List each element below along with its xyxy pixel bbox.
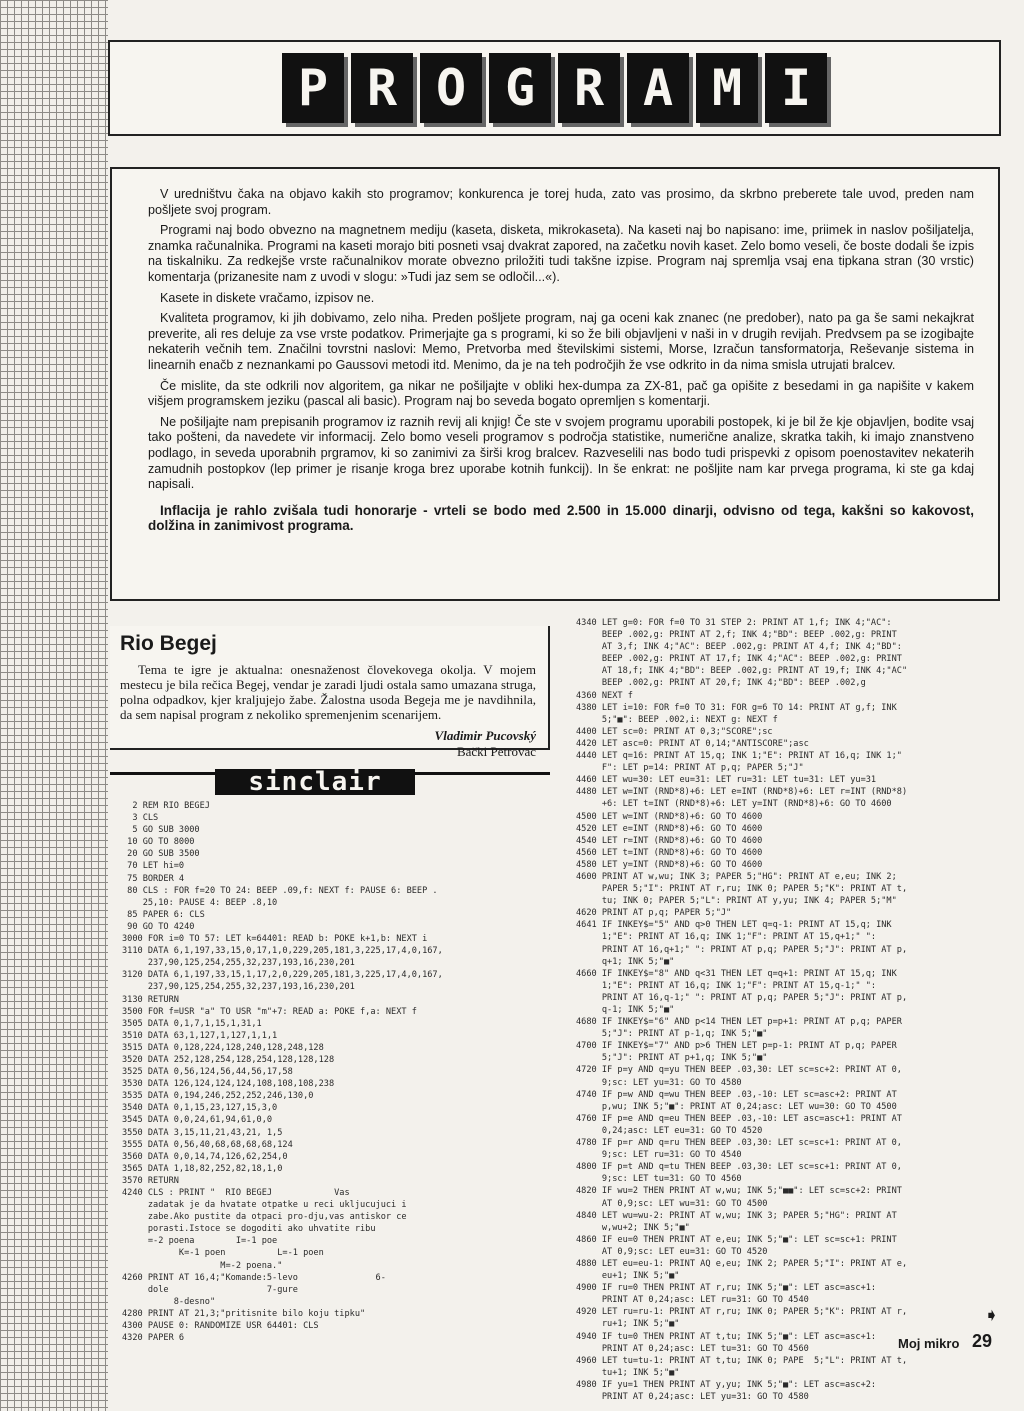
code-line: 3530 DATA 126,124,124,124,108,108,108,238	[122, 1079, 335, 1090]
intro-paragraph: Kasete in diskete vračamo, izpisov ne.	[160, 290, 375, 305]
title-letter: G	[489, 53, 551, 123]
title-letters	[282, 53, 827, 123]
code-line: ru+1; INK 5;"■"	[576, 1319, 680, 1330]
code-line: 4880 LET eu=eu-1: PRINT AQ e,eu; INK 2; PAPER 5;"I": PRINT AT e,	[576, 1258, 908, 1269]
code-line: =-2 poena I=-1 poe	[122, 1236, 278, 1247]
code-line: 4940 IF tu=0 THEN PRINT AT t,tu; INK 5;"■": LET asc=asc+1:	[576, 1331, 877, 1342]
code-line: K=-1 poen L=-1 poen	[122, 1248, 324, 1259]
code-line: 4760 IF p=e AND q=eu THEN BEEP .03,-10: LET asc=asc+1: PRINT AT	[576, 1113, 902, 1124]
code-line: 4360 NEXT f	[576, 690, 633, 701]
code-line: 3525 DATA 0,56,124,56,44,56,17,58	[122, 1067, 293, 1078]
code-line: 3535 DATA 0,194,246,252,252,246,130,0	[122, 1091, 314, 1102]
code-line: 10 GO TO 8000	[122, 837, 195, 848]
code-line: 4960 LET tu=tu-1: PRINT AT t,tu; INK 0; PAPE 5;"L": PRINT AT t,	[576, 1355, 908, 1366]
title-letter: R	[351, 53, 413, 123]
basic-listing-left	[122, 800, 542, 1344]
code-line: 3570 RETURN	[122, 1175, 179, 1186]
code-line: 4300 PAUSE 0: RANDOMIZE USR 64401: CLS	[122, 1321, 319, 1332]
code-line: 4720 IF p=y AND q=yu THEN BEEP .03,30: LET sc=sc+2: PRINT AT 0,	[576, 1065, 902, 1076]
code-line: 4480 LET w=INT (RND*8)+6: LET e=INT (RND*8)+6: LET r=INT (RND*8)	[576, 787, 908, 798]
page-number: 29	[972, 1331, 993, 1351]
code-line: 4820 IF wu=2 THEN PRINT AT w,wu; INK 5;"■■": LET sc=sc+2: PRINT	[576, 1186, 902, 1197]
code-line: 4860 IF eu=0 THEN PRINT AT e,eu; INK 5;"■": LET sc=sc+1: PRINT	[576, 1234, 897, 1245]
code-line: 0,24;asc: LET eu=31: GO TO 4520	[576, 1125, 763, 1136]
code-line: 3110 DATA 6,1,197,33,15,0,17,1,0,229,205,181,3,225,17,4,0,167,	[122, 946, 443, 957]
code-line: PRINT AT 16,q+1;" ": PRINT AT p,q; PAPER 5;"J": PRINT AT p,	[576, 944, 908, 955]
code-line: 4320 PAPER 6	[122, 1333, 185, 1344]
sinclair-logo: sinclair	[215, 769, 415, 795]
code-line: 4380 LET i=10: FOR f=0 TO 31: FOR g=6 TO 14: PRINT AT g,f; INK	[576, 702, 897, 713]
code-line: tu; INK 0; PAPER 5;"L": PRINT AT y,yu; INK 4; PAPER 5;"M"	[576, 896, 897, 907]
code-line: eu+1; INK 5;"■"	[576, 1271, 680, 1282]
code-line: 3120 DATA 6,1,197,33,15,1,17,2,0,229,205,181,3,225,17,4,0,167,	[122, 970, 443, 981]
intro-paragraph: Ne pošiljajte nam prepisanih programov iz raznih revij ali knjig! Če ste v svojem programu uporabili postopek, ki je bil že kje objavljen, bodite vsaj tako pošteni, da navedete vir informacij. Zelo bomo veseli programov s področja statistike, numerične analize, skratka takih, ki imajo znanstveno podlago, in seveda uporabnih prgramov, ki so zanimivi za širši krog bralcev. Razveselili nas bodo tudi prispevki z opisom poenostavitev nekaterih zamudnih postopkov (lep primer je risanje kroga brez uporabe kotnih funkcij). In še enkrat: ne pošljite nam kar prvega programa, ki ste ga kdaj napisali.	[148, 414, 974, 492]
code-line: 4580 LET y=INT (RND*8)+6: GO TO 4600	[576, 859, 763, 870]
code-line: 4920 LET ru=ru-1: PRINT AT r,ru; INK 0; PAPER 5;"K": PRINT AT r,	[576, 1307, 908, 1318]
code-line: 9;sc: LET yu=31: GO TO 4580	[576, 1077, 742, 1088]
code-line: 4260 PRINT AT 16,4;"Komande:5-levo 6-	[122, 1272, 386, 1283]
code-line: 4400 LET sc=0: PRINT AT 0,3;"SCORE";sc	[576, 726, 773, 737]
code-line: 4740 IF p=w AND q=wu THEN BEEP .03,-10: LET sc=asc+2: PRINT AT	[576, 1089, 897, 1100]
code-line: PRINT AT 16,q-1;" ": PRINT AT p,q; PAPER 5;"J": PRINT AT p,	[576, 992, 908, 1003]
code-line: 20 GO SUB 3500	[122, 849, 200, 860]
section-title	[108, 40, 1001, 136]
code-line: 4980 IF yu=1 THEN PRINT AT y,yu; INK 5;"■": LET asc=asc+2:	[576, 1379, 877, 1390]
code-line: 4600 PRINT AT w,wu; INK 3; PAPER 5;"HG": PRINT AT e,eu; INK 2;	[576, 871, 897, 882]
code-line: q-1; INK 5;"■"	[576, 1005, 675, 1015]
code-line: BEEP .002,g: PRINT AT 17,f; INK 4;"AC": BEEP .002,g: PRINT	[576, 654, 902, 665]
code-line: 5 GO SUB 3000	[122, 825, 200, 836]
code-line: 4240 CLS : PRINT " RIO BEGEJ Vas	[122, 1188, 350, 1198]
article-title: Rio Begej	[120, 632, 217, 655]
code-line: 3130 RETURN	[122, 994, 179, 1005]
code-line: 4500 LET w=INT (RND*8)+6: GO TO 4600	[576, 811, 763, 822]
code-line: PRINT AT 0,24;asc: LET ru=31: GO TO 4540	[576, 1295, 809, 1306]
intro-paragraph: Programi naj bodo obvezno na magnetnem mediju (kaseta, disketa, mikrokaseta). Na kaseti naj bo napisano: ime, priimek in naslov pošiljatelja, znamka računalnika. Programi na kaseti morajo biti posneti vsaj dvakrat zapored, na začetku novih kaset. Zelo bomo veseli, če boste dodali še izpis na tiskalniku. Za redkejše vrste računalnikov morate obvezno priložiti tudi takšne izpise. Program naj spremlja vsaj ena tipkana stran (30 vrstic) komentarja (prizanesite nam z uvodi v slogu: »Tudi jaz sem se odločil...«).	[148, 223, 974, 284]
title-letter: I	[765, 53, 827, 123]
code-line: 4520 LET e=INT (RND*8)+6: GO TO 4600	[576, 823, 763, 834]
code-line: BEEP .002,g: PRINT AT 20,f; INK 4;"BD": BEEP .002,g	[576, 678, 866, 689]
code-line: 3520 DATA 252,128,254,128,254,128,128,128	[122, 1054, 335, 1065]
code-line: 4560 LET t=INT (RND*8)+6: GO TO 4600	[576, 847, 763, 858]
code-line: 85 PAPER 6: CLS	[122, 909, 205, 920]
code-line: 3505 DATA 0,1,7,1,15,1,31,1	[122, 1018, 262, 1029]
article-text: Tema te igre je aktualna: onesnaženost človekovega okolja. V mojem mestecu je bila rečica Begej, vendar je zaradi ljudi ostala samo umazana struga, polna odpadkov, kjer kraljujejo žabe. Žalostna usoda Begeja me je navdihnila, da sem napisal program z nekoliko spremenjenim scenarijem.	[120, 662, 536, 722]
code-line: 80 CLS : FOR f=20 TO 24: BEEP .09,f: NEXT f: PAUSE 6: BEEP .	[122, 885, 438, 896]
code-line: 3545 DATA 0,0,24,61,94,61,0,0	[122, 1115, 273, 1126]
submission-guidelines	[110, 167, 1000, 601]
article-place: Bački Petrovac	[456, 744, 536, 759]
code-line: 25,10: PAUSE 4: BEEP .8,10	[122, 897, 278, 908]
code-line: 4800 IF p=t AND q=tu THEN BEEP .03,30: LET sc=sc+1: PRINT AT 0,	[576, 1162, 902, 1173]
code-line: 4641 IF INKEY$="5" AND q>0 THEN LET q=q-1: PRINT AT 15,q; INK	[576, 920, 892, 931]
code-line: 9;sc: LET tu=31: GO TO 4560	[576, 1174, 742, 1185]
code-line: 4620 PRINT AT p,q; PAPER 5;"J"	[576, 908, 732, 919]
code-line: 4780 IF p=r AND q=ru THEN BEEP .03,30: LET sc=sc+1: PRINT AT 0,	[576, 1138, 902, 1149]
title-letter: P	[282, 53, 344, 123]
code-line: 3565 DATA 1,18,82,252,82,18,1,0	[122, 1163, 283, 1174]
code-line: 3555 DATA 0,56,40,68,68,68,68,124	[122, 1139, 293, 1150]
magazine-name: Moj mikro	[898, 1336, 960, 1351]
code-line: 3 CLS	[122, 813, 159, 824]
code-line: 4420 LET asc=0: PRINT AT 0,14;"ANTISCORE";asc	[576, 738, 809, 749]
article-author: Vladimir Pucovský	[434, 728, 536, 743]
code-line: dole 7-gure	[122, 1284, 298, 1295]
code-line: 4460 LET wu=30: LET eu=31: LET ru=31: LET tu=31: LET yu=31	[576, 775, 877, 786]
code-line: 237,90,125,254,255,32,237,193,16,230,201	[122, 982, 355, 993]
code-line: 4280 PRINT AT 21,3;"pritisnite bilo koju tipku"	[122, 1308, 366, 1319]
code-line: BEEP .002,g: PRINT AT 2,f; INK 4;"BD": BEEP .002,g: PRINT	[576, 630, 897, 641]
code-line: AT 18,f; INK 4;"BD": BEEP .002,g: PRINT AT 19,f; INK 4;"AC"	[576, 666, 908, 677]
code-line: 3510 DATA 63,1,127,1,127,1,1,1	[122, 1030, 278, 1041]
code-line: zadatak je da hvatate otpatke u reci ukljucujuci i	[122, 1200, 407, 1211]
code-line: p,wu; INK 5;"■": PRINT AT 0,24;asc: LET wu=30: GO TO 4500	[576, 1101, 897, 1112]
title-letter: A	[627, 53, 689, 123]
title-letter: M	[696, 53, 758, 123]
code-line: 1;"E": PRINT AT 16,q; INK 1;"F": PRINT AT 15,q-1;" ":	[576, 980, 877, 991]
code-line: 4340 LET g=0: FOR f=0 TO 31 STEP 2: PRINT AT 1,f; INK 4;"AC":	[576, 618, 892, 628]
intro-paragraph: Kvaliteta programov, ki jih dobivamo, zelo niha. Preden pošljete program, naj ga oceni kak znanec (ne predober), nato pa ga še sami nekajkrat preverite, ali res deluje za vse vrste podatkov. Primerjajte ga s programi, ki so že bili objavljeni v naši in v drugih revijah. Predvsem pa se izogibajte nekaterih večnih tem. Značilni tovrstni naslovi: Memo, Pretvorba med številskimi sistemi, Morse, Izračun tansformatorja, Reševanje sistema in linearnih enačb z neznankami po Gaussovi metodi itd. Menimo, da je na teh področjih že vse odkrito in da nima smisla utrujati bralcev.	[148, 311, 974, 372]
continue-arrow-icon: ➧	[984, 1305, 1000, 1326]
code-line: M=-2 poena."	[122, 1260, 283, 1271]
code-line: 1;"E": PRINT AT 16,q; INK 1;"F": PRINT AT 15,q+1;" ":	[576, 932, 877, 943]
basic-listing-right	[576, 617, 1006, 1403]
code-line: 3550 DATA 3,15,11,21,43,21, 1,5	[122, 1127, 283, 1138]
title-letter: R	[558, 53, 620, 123]
intro-paragraph: Če mislite, da ste odkrili nov algoritem, ga nikar ne pošiljajte v obliki hex-dumpa za ZX-81, pač ga opišite z besedami in ga napišite v kakem višjem programskem jeziku (pascal ali basic). Program naj bo seveda bogato opremljen s komentarji.	[148, 378, 974, 409]
code-line: 3540 DATA 0,1,15,23,127,15,3,0	[122, 1103, 278, 1114]
code-line: +6: LET t=INT (RND*8)+6: LET y=INT (RND*8)+6: GO TO 4600	[576, 799, 892, 810]
code-line: 4680 IF INKEY$="6" AND p<14 THEN LET p=p+1: PRINT AT p,q; PAPER	[576, 1017, 902, 1028]
code-line: F": LET p=14: PRINT AT p,q; PAPER 5;"J"	[576, 763, 804, 774]
code-line: 4900 IF ru=0 THEN PRINT AT r,ru; INK 5;"■": LET asc=asc+1:	[576, 1283, 877, 1294]
code-line: 3560 DATA 0,0,14,74,126,62,254,0	[122, 1151, 288, 1162]
code-line: 3515 DATA 0,128,224,128,240,128,248,128	[122, 1042, 324, 1053]
code-line: 2 REM RIO BEGEJ	[122, 801, 210, 811]
graph-paper-margin	[0, 0, 108, 1411]
code-line: 5;"J": PRINT AT p-1,q; INK 5;"■"	[576, 1029, 768, 1040]
code-line: 4700 IF INKEY$="7" AND p>6 THEN LET p=p-1: PRINT AT p,q; PAPER	[576, 1041, 897, 1052]
code-line: AT 3,f; INK 4;"AC": BEEP .002,g: PRINT AT 4,f; INK 4;"BD":	[576, 642, 902, 653]
code-line: 5;"J": PRINT AT p+1,q; INK 5;"■"	[576, 1053, 768, 1064]
code-line: PRINT AT 0,24;asc: LET tu=31: GO TO 4560	[576, 1343, 809, 1354]
code-line: 237,90,125,254,255,32,237,193,16,230,201	[122, 958, 355, 969]
intro-paragraph: V uredništvu čaka na objavo kakih sto programov; konkurenca je torej huda, zato vas prosimo, da skrbno preberete tale uvod, preden nam pošljete svoj program.	[148, 187, 974, 217]
code-line: 4440 LET q=16: PRINT AT 15,q; INK 1;"E": PRINT AT 16,q; INK 1;"	[576, 751, 902, 762]
code-line: 70 LET hi=0	[122, 861, 185, 872]
code-line: 4840 LET wu=wu-2: PRINT AT w,wu; INK 3; PAPER 5;"HG": PRINT AT	[576, 1210, 897, 1221]
code-line: q+1; INK 5;"■"	[576, 956, 675, 967]
code-line: 90 GO TO 4240	[122, 921, 195, 932]
code-line: AT 0,9;sc: LET wu=31: GO TO 4500	[576, 1198, 768, 1209]
title-letter: O	[420, 53, 482, 123]
code-line: PAPER 5;"I": PRINT AT r,ru; INK 0; PAPER 5;"K": PRINT AT t,	[576, 884, 908, 895]
code-line: zabe.Ako pustite da otpaci pro-dju,vas antiskor ce	[122, 1212, 407, 1223]
code-line: 4540 LET r=INT (RND*8)+6: GO TO 4600	[576, 835, 763, 846]
code-line: AT 0,9;sc: LET eu=31: GO TO 4520	[576, 1246, 768, 1257]
article-box	[110, 626, 550, 759]
code-line: 4660 IF INKEY$="8" AND q<31 THEN LET q=q+1: PRINT AT 15,q; INK	[576, 968, 897, 979]
fee-note: Inflacija je rahlo zvišala tudi honorarje - vrteli se bodo med 2.500 in 15.000 dinarji, odvisno od tega, kakšni so kakovost, dolžina in zanimivost programa.	[148, 502, 974, 534]
code-line: porasti.Istoce se dogoditi ako uhvatite ribu	[122, 1224, 376, 1235]
code-line: 5;"■": BEEP .002,i: NEXT g: NEXT f	[576, 714, 778, 725]
code-line: 3500 FOR f=USR "a" TO USR "m"+7: READ a: POKE f,a: NEXT f	[122, 1006, 417, 1017]
code-line: w,wu+2; INK 5;"■"	[576, 1222, 690, 1233]
code-line: 9;sc: LET ru=31: GO TO 4540	[576, 1150, 742, 1161]
code-line: 75 BORDER 4	[122, 873, 185, 884]
code-line: 8-desno"	[122, 1296, 216, 1307]
code-line: 3000 FOR i=0 TO 57: LET k=64401: READ b: POKE k+1,b: NEXT i	[122, 934, 428, 945]
code-line: tu+1; INK 5;"■"	[576, 1367, 680, 1378]
code-line: PRINT AT 0,24;asc: LET yu=31: GO TO 4580	[576, 1392, 809, 1402]
